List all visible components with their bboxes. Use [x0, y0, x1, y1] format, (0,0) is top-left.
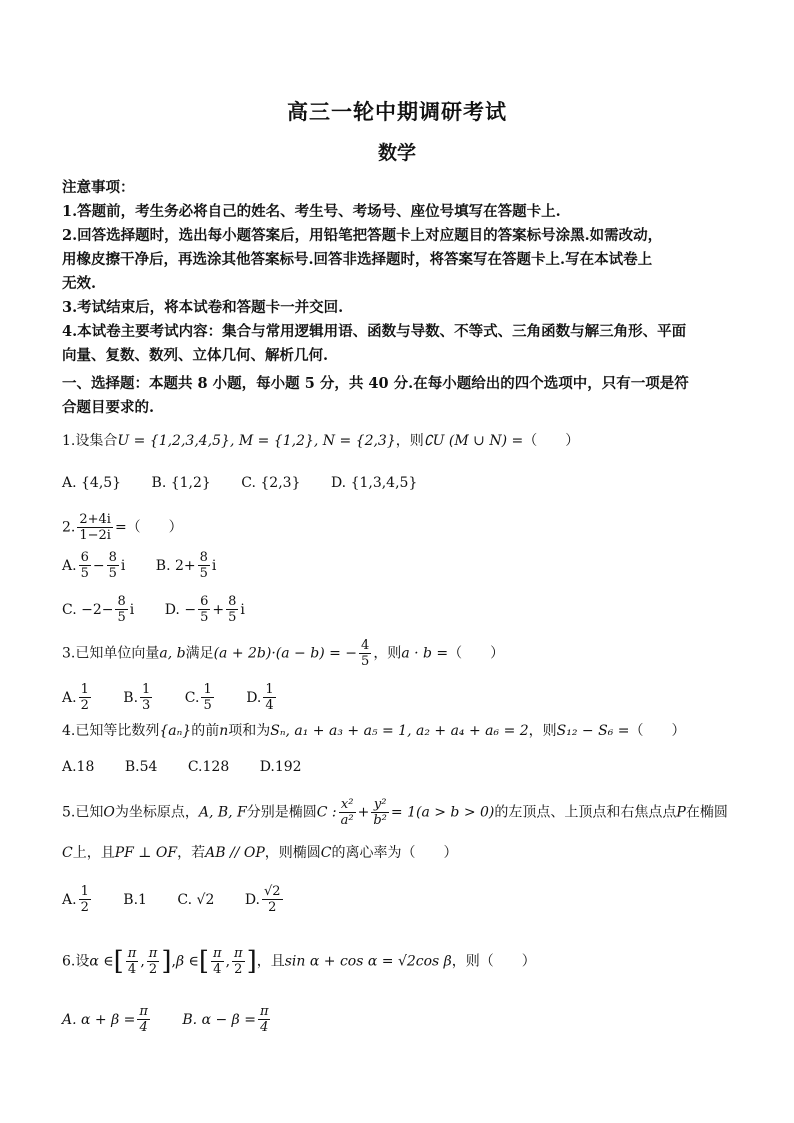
- question-3: [62, 638, 732, 669]
- q5-options: [62, 884, 732, 915]
- q1-options: [62, 472, 732, 494]
- numerator: 1: [265, 682, 274, 697]
- numerator: 8: [199, 550, 208, 565]
- denominator: 5: [117, 610, 126, 625]
- q3-post: （ ）: [448, 645, 505, 662]
- option-label: D. −: [164, 601, 197, 618]
- numerator: 8: [228, 594, 237, 609]
- numerator: 4: [361, 638, 370, 653]
- q1-sets: U = {1,2,3,4,5}, M = {1,2}, N = {2,3}: [117, 433, 396, 449]
- numerator: π: [234, 946, 243, 961]
- fraction: [258, 1004, 271, 1035]
- q4-prefix: 4.已知等比数列: [62, 723, 160, 739]
- exam-title: 高三一轮中期调研考试: [287, 100, 507, 124]
- q5-expr: AB // OP: [205, 845, 265, 861]
- denominator: 4: [139, 1020, 148, 1035]
- q1-option-a: A. {4,5}: [62, 475, 122, 491]
- q6-alpha: α ∈: [89, 953, 114, 970]
- numerator: 6: [80, 550, 89, 565]
- imag-unit: i: [240, 601, 245, 618]
- q5-mid3: 的左顶点、上顶点和右焦点点: [494, 804, 677, 821]
- fraction: [211, 946, 224, 977]
- denominator: 2: [148, 962, 158, 977]
- q3-fraction: [359, 638, 371, 669]
- denominator: 5: [80, 566, 89, 581]
- q4-option-a: A.18: [62, 759, 95, 775]
- q1-option-b: B. {1,2}: [151, 475, 211, 491]
- q4-options: [62, 756, 732, 778]
- operator: +: [212, 601, 225, 618]
- option-label: C.: [184, 689, 200, 706]
- denominator: 2: [80, 900, 89, 915]
- q4-post: （ ）: [629, 723, 686, 739]
- denominator: 4: [265, 698, 274, 713]
- q2-option-b: [155, 550, 217, 581]
- q3-option-b: [123, 682, 154, 713]
- fraction: [232, 946, 245, 977]
- numerator: y²: [371, 797, 389, 813]
- operator: +: [357, 804, 370, 821]
- q1-mid: ，则: [395, 433, 424, 449]
- q4-option-d: D.192: [259, 759, 302, 775]
- q6-mid: ，且: [256, 953, 285, 970]
- q5-option-a: [62, 884, 93, 915]
- numerator: 6: [200, 594, 209, 609]
- q5-text: 上，且: [72, 845, 115, 861]
- notes-block: [62, 176, 732, 368]
- fraction: [140, 682, 152, 713]
- q5-expr: PF ⊥ OF: [114, 845, 178, 861]
- q3-mid: 满足: [185, 645, 214, 662]
- section-line: 一、选择题：本题共 8 小题，每小题 5 分，共 40 分.在每小题给出的四个选项中，只有一项是符: [62, 375, 689, 392]
- q3-option-a: [62, 682, 93, 713]
- q5-option-d: [244, 884, 285, 915]
- q4-n: n: [219, 723, 229, 739]
- q6-post: ，则（ ）: [451, 953, 536, 970]
- option-label: C. −2−: [62, 601, 114, 618]
- numerator: 1: [142, 682, 151, 697]
- q2-fraction: [77, 512, 113, 543]
- notes-item: 2.回答选择题时，选出每小题答案后，用铅笔把答题卡上对应题目的答案标号涂黑.如需改动，: [62, 227, 663, 244]
- notes-item: 1.答题前，考生务必将自己的姓名、考生号、考场号、座位号填写在答题卡上.: [62, 203, 561, 220]
- q1-option-d: D. {1,3,4,5}: [330, 475, 418, 491]
- numerator: 1: [80, 682, 89, 697]
- denominator: a²: [340, 813, 354, 828]
- denominator: 4: [260, 1020, 269, 1035]
- q5-prefix: 5.已知: [62, 804, 104, 821]
- q2-prefix: 2.: [62, 519, 76, 536]
- q2-options-row1: [62, 550, 732, 581]
- bracket: ]: [161, 946, 172, 977]
- numerator: 1: [80, 884, 89, 899]
- fraction: [79, 550, 91, 581]
- q3-vectors: a, b: [159, 645, 186, 662]
- denominator: 4: [213, 962, 222, 977]
- numerator: π: [127, 946, 137, 961]
- q5-text: 的离心率为（ ）: [331, 845, 458, 861]
- fraction: [107, 550, 119, 581]
- operator: −: [92, 557, 105, 574]
- imag-unit: i: [211, 557, 217, 574]
- denominator: 5: [203, 698, 212, 713]
- section-line: 合题目要求的.: [62, 399, 155, 416]
- q1-post: （ ）: [523, 433, 580, 449]
- q6-option-b: [182, 1004, 272, 1035]
- q3-expr2: a · b =: [401, 645, 449, 662]
- question-5-line2: [62, 842, 732, 864]
- notes-heading: 注意事项：: [62, 179, 135, 196]
- q2-post: =（ ）: [114, 519, 183, 536]
- q3-option-c: [184, 682, 216, 713]
- q5-mid4: 在椭圆: [685, 804, 728, 821]
- option-label: A.: [62, 891, 77, 908]
- denominator: 2: [234, 962, 243, 977]
- option-label: D.: [244, 891, 260, 908]
- q4-expr2: S₁₂ − S₆ =: [556, 723, 630, 739]
- option-label: A.: [62, 689, 77, 706]
- q3-option-d: [246, 682, 277, 713]
- q2-options-row2: [62, 594, 732, 625]
- q1-expr: ∁U (M ∪ N) =: [423, 433, 524, 449]
- option-label: A.: [62, 557, 77, 574]
- q3-prefix: 3.已知单位向量: [62, 645, 160, 662]
- fraction: [137, 1004, 150, 1035]
- numerator: π: [148, 946, 158, 961]
- fraction: [263, 682, 275, 713]
- fraction: [371, 797, 389, 828]
- numerator: 8: [108, 550, 117, 565]
- q5-mid: 为坐标原点，: [114, 804, 199, 821]
- numerator: √2: [264, 884, 281, 899]
- q5-eq: = 1(a > b > 0): [390, 804, 495, 821]
- question-4: [62, 720, 732, 742]
- q3-options: [62, 682, 732, 713]
- q5-origin: O: [103, 804, 115, 821]
- fraction: [79, 884, 91, 915]
- denominator: 4: [127, 962, 137, 977]
- numerator: π: [213, 946, 222, 961]
- q1-option-c: C. {2,3}: [241, 475, 301, 491]
- denominator: 2: [80, 698, 89, 713]
- q1-prefix: 1.设集合: [62, 433, 118, 449]
- notes-item: 4.本试卷主要考试内容：集合与常用逻辑用语、函数与导数、不等式、三角函数与解三角形、平面: [62, 323, 687, 340]
- q4-mid2: 项和为: [228, 723, 271, 739]
- question-5: [62, 797, 732, 828]
- notes-item: 无效.: [62, 275, 97, 292]
- notes-item: 向量、复数、数列、立体几何、解析几何.: [62, 347, 329, 364]
- q5-option-c: C. √2: [177, 891, 215, 908]
- notes-item: 用橡皮擦干净后，再选涂其他答案标号.回答非选择题时，将答案写在答题卡上.写在本试卷上: [62, 251, 653, 268]
- q3-expr: (a + 2b)·(a − b) = −: [213, 645, 358, 662]
- q2-numerator: 2+4i: [79, 512, 111, 527]
- denominator: 5: [361, 654, 370, 669]
- q5-points: A, B, F: [198, 804, 247, 821]
- question-1: [62, 430, 732, 452]
- bracket: [: [113, 946, 124, 977]
- q4-option-c: C.128: [187, 759, 230, 775]
- fraction: [201, 682, 213, 713]
- q2-denominator: 1−2i: [79, 528, 111, 543]
- option-label: D.: [246, 689, 262, 706]
- q6-expr: sin α + cos α = √2cos β: [284, 953, 452, 970]
- fraction: [147, 946, 160, 977]
- exam-subject: 数学: [377, 142, 416, 164]
- notes-item: 3.考试结束后，将本试卷和答题卡一并交回.: [62, 299, 344, 316]
- fraction: [198, 594, 210, 625]
- q3-mid2: ，则: [373, 645, 402, 662]
- q2-option-c: [62, 594, 135, 625]
- denominator: 5: [108, 566, 117, 581]
- q4-mid: 的前: [191, 723, 220, 739]
- question-2: [62, 512, 732, 543]
- numerator: x²: [339, 797, 356, 813]
- fraction: [198, 550, 210, 581]
- q5-text: ，则椭圆: [264, 845, 321, 861]
- denominator: 3: [142, 698, 151, 713]
- q6-prefix: 6.设: [62, 953, 90, 970]
- option-label: B. α − β =: [182, 1011, 256, 1028]
- q5-ellipse-name: C: [320, 845, 332, 861]
- option-label: B.: [123, 689, 139, 706]
- bracket: [: [198, 946, 210, 977]
- q6-options: [62, 1004, 732, 1035]
- option-label: A. α + β =: [62, 1011, 136, 1028]
- q2-option-a: [62, 550, 126, 581]
- q4-seq: {aₙ}: [159, 723, 192, 739]
- imag-unit: i: [129, 601, 135, 618]
- q5-ellipse-name: C :: [316, 804, 337, 821]
- fraction: [115, 594, 127, 625]
- q4-expr: Sₙ, a₁ + a₃ + a₅ = 1, a₂ + a₄ + a₆ = 2: [270, 723, 529, 739]
- numerator: 1: [203, 682, 212, 697]
- fraction: [79, 682, 91, 713]
- numerator: 8: [117, 594, 126, 609]
- question-6: 6.设α ∈[ $\frac{\pi}{4}$ , $\frac{\pi}{2}$ ],β ∈[ $\frac{\pi}{4}$ , $\frac{\pi}{2}$ ]，且sin α + cos α = √2cos β，则（ ）: [62, 946, 536, 977]
- fraction: [126, 946, 139, 977]
- q5-option-b: B.1: [123, 891, 147, 908]
- q4-option-b: B.54: [124, 759, 158, 775]
- numerator: π: [139, 1004, 148, 1019]
- q6-beta: β ∈: [175, 953, 199, 970]
- q6-comma: ,: [171, 953, 176, 970]
- denominator: 5: [199, 566, 208, 581]
- q5-point-p: P: [676, 804, 686, 821]
- denominator: 2: [268, 900, 277, 915]
- bracket: ]: [246, 946, 257, 977]
- q5-ellipse-name: C: [62, 845, 73, 861]
- section-heading: [62, 372, 732, 420]
- denominator: 5: [200, 610, 209, 625]
- q5-mid2: 分别是椭圆: [246, 804, 317, 821]
- denominator: 5: [228, 610, 237, 625]
- q6-option-a: [62, 1004, 152, 1035]
- option-label: B. 2+: [155, 557, 196, 574]
- fraction: [262, 884, 283, 915]
- fraction: [339, 797, 356, 828]
- fraction: [226, 594, 238, 625]
- q5-text: ，若: [177, 845, 206, 861]
- numerator: π: [259, 1004, 269, 1019]
- q2-option-d: [164, 594, 245, 625]
- imag-unit: i: [120, 557, 126, 574]
- denominator: b²: [373, 813, 387, 828]
- q4-mid3: ，则: [528, 723, 557, 739]
